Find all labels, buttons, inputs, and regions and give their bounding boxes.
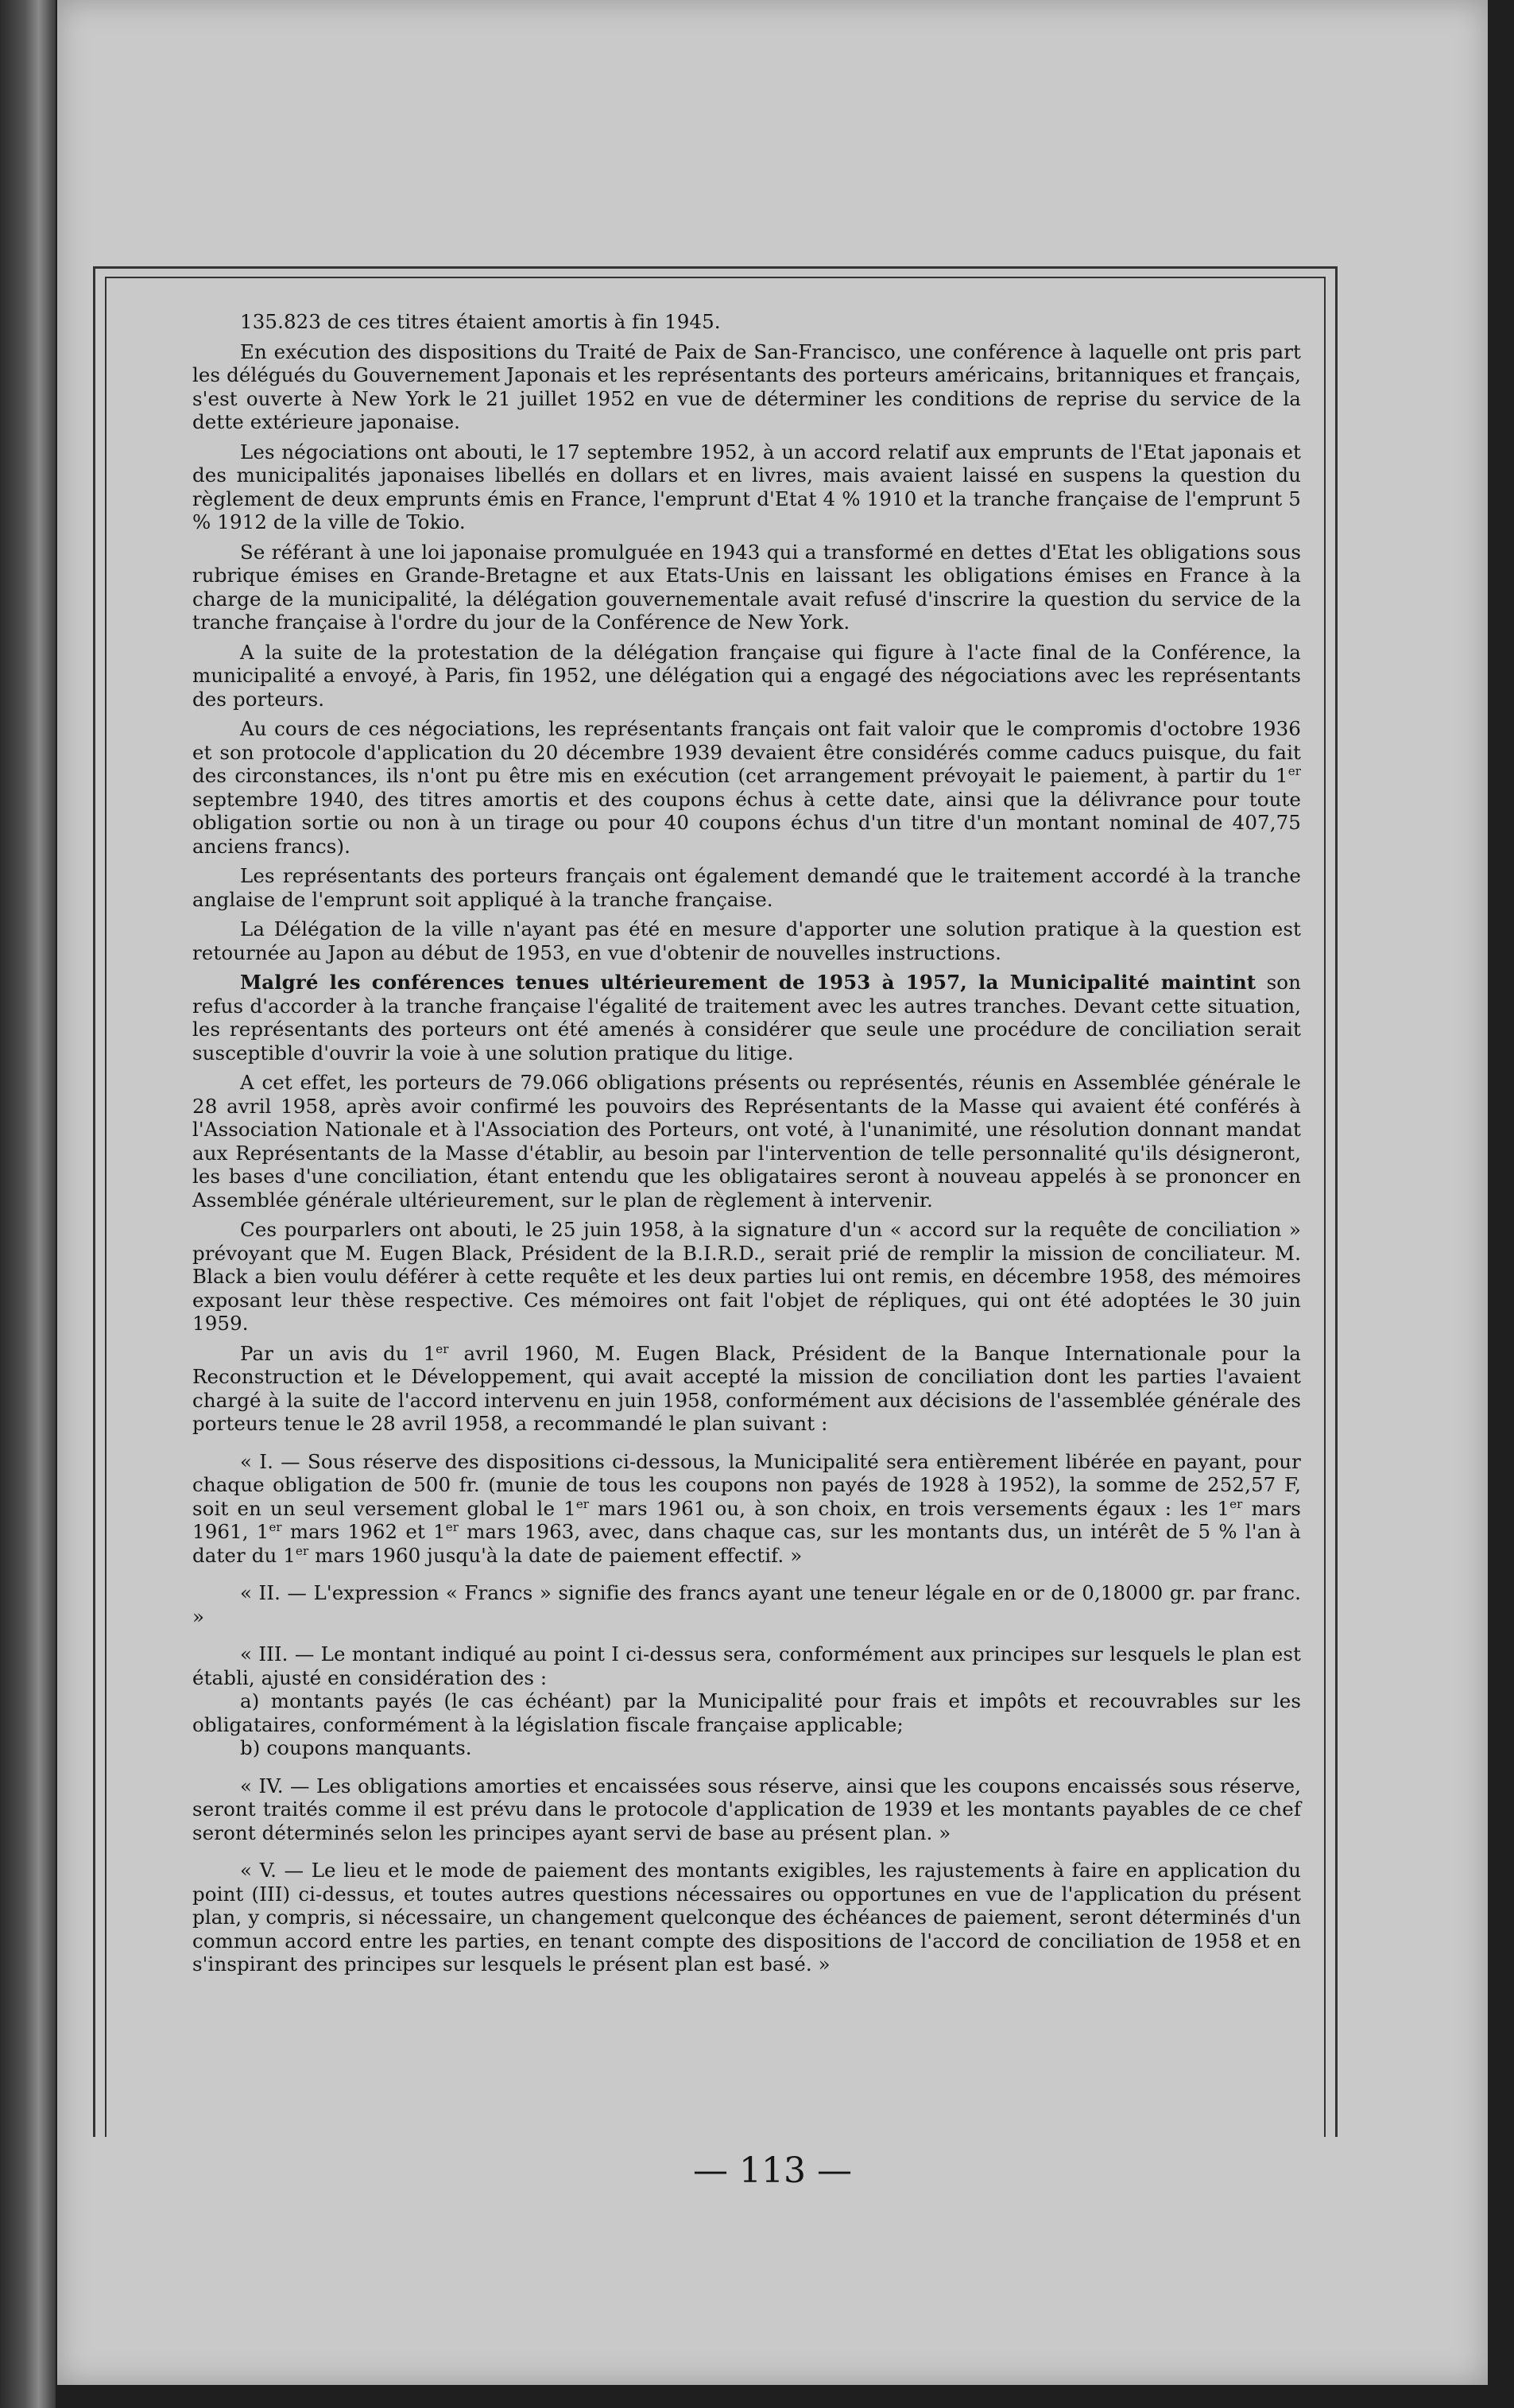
paragraph-2-text: En exécution des dispositions du Traité de Paix de San-Francisco, une conférence à laquelle ont pris part les délégués du Gouvernement Japonais et les représentants des porteurs américains, britanniques et français, s'est ouverte à New York le 21 juillet 1952 en vue de déterminer les conditions de reprise du service de la dette extérieure japonaise. [192, 339, 1302, 433]
ordinal-superscript: er [436, 1341, 449, 1356]
plan-point-1-text-c: mars 1961, 1 [192, 1496, 1301, 1543]
plan-point-1 [192, 1450, 1301, 1568]
plan-point-3-item-a [192, 1689, 1301, 1736]
paragraph-6-text-b: septembre 1940, des titres amortis et des coupons échus à cette date, ainsi que la délivrance pour toute obligation sortie ou non à un tirage ou pour 40 coupons échus d'un titre d'un montant nominal de 407,75 anciens francs). [192, 787, 1301, 858]
paragraph-12-text-a: Par un avis du 1 [240, 1341, 436, 1365]
paragraph-3-text: Les négociations ont abouti, le 17 septembre 1952, à un accord relatif aux emprunts de l'Etat japonais et des municipalités japonaises libellés en dollars et en livres, mais avaient laissé en suspens la question du règlement de deux emprunts émis en France, l'emprunt d'Etat 4 % 1910 et la tranche française de l'emprunt 5 % 1912 de la ville de Tokio. [192, 440, 1301, 533]
paragraph-4 [192, 541, 1301, 634]
ordinal-superscript: er [269, 1519, 282, 1534]
paragraph-6 [192, 717, 1301, 858]
ordinal-superscript: er [575, 1496, 590, 1511]
paragraph-7 [192, 864, 1301, 911]
plan-point-1-text-d: mars 1962 et 1 [281, 1520, 446, 1543]
plan-point-4-text: « IV. — Les obligations amorties et encaissées sous réserve, ainsi que les coupons encaissés sous réserve, seront traités comme il est prévu dans le protocole d'application de 1939 et les montants payables de ce chef seront déterminés selon les principes ayant servi de base au présent plan. » [192, 1774, 1301, 1844]
ordinal-superscript: er [295, 1543, 309, 1558]
paragraph-5-text: A la suite de la protestation de la délégation française qui figure à l'acte final de la Conférence, la municipalité a envoyé, à Paris, fin 1952, une délégation qui a engagé des négociations avec les représentants des porteurs. [192, 640, 1301, 711]
plan-point-3-item-a-text: a) montants payés (le cas échéant) par la Municipalité pour frais et impôts et recouvrables sur les obligataires, conformément à la législation fiscale française applicable; [192, 1689, 1301, 1736]
paragraph-5 [192, 641, 1301, 712]
paragraph-9-text: son refus d'accorder à la tranche française l'égalité de traitement avec les autres tranches. Devant cette situation, les représentants des porteurs ont été amenés à considérer que seule une procédure de conciliation serait susceptible d'ouvrir la voie à une solution pratique du litige. [192, 971, 1302, 1064]
paragraph-12-text-b: avril 1960, M. Eugen Black, Président de la Banque Internationale pour la Reconstruction et le Développement, qui avait accepté la mission de conciliation dont les parties l'avaient chargé à la suite de l'accord intervenu en juin 1958, conformément aux décisions de l'assemblée générale des porteurs tenue le 28 avril 1958, a recommandé le plan suivant : [192, 1341, 1302, 1435]
plan-point-1-text-e: mars 1963, avec, dans chaque cas, sur les montants dus, un intérêt de 5 % l'an à dater du 1 [192, 1520, 1301, 1567]
paragraph-9-bold-lead: Malgré les conférences tenues ultérieurement de 1953 à 1957, la Municipalité maintint [240, 971, 1257, 994]
paragraph-2 [192, 340, 1301, 434]
paragraph-10 [192, 1071, 1301, 1212]
plan-point-4 [192, 1774, 1301, 1845]
plan-point-3 [192, 1642, 1301, 1689]
page-number: — 113 — [693, 2150, 852, 2191]
body-text [192, 310, 1301, 1991]
plan-point-1-text-b: mars 1961 ou, à son choix, en trois versements égaux : les 1 [589, 1496, 1230, 1520]
plan-point-2 [192, 1581, 1301, 1628]
paragraph-11 [192, 1218, 1301, 1336]
paragraph-11-text: Ces pourparlers ont abouti, le 25 juin 1958, à la signature d'un « accord sur la requête de conciliation » prévoyant que M. Eugen Black, Président de la B.I.R.D., serait prié de remplir la mission de conciliateur. M. Black a bien voulu déférer à cette requête et les deux parties lui ont remis, en décembre 1958, des mémoires exposant leur thèse respective. Ces mémoires ont fait l'objet de répliques, qui ont été adoptées le 30 juin 1959. [192, 1218, 1301, 1335]
plan-point-3-text: « III. — Le montant indiqué au point I ci-dessus sera, conformément aux principes sur lesquels le plan est établi, ajusté en considération des : [192, 1642, 1301, 1689]
plan-point-5 [192, 1859, 1301, 1976]
plan-point-1-text-f: mars 1960 jusqu'à la date de paiement effectif. » [308, 1543, 803, 1567]
paragraph-8-text: La Délégation de la ville n'ayant pas été en mesure d'apporter une solution pratique à la question est retournée au Japon au début de 1953, en vue d'obtenir de nouvelles instructions. [192, 917, 1301, 964]
paragraph-6-text-a: Au cours de ces négociations, les représentants français ont fait valoir que le compromis d'octobre 1936 et son protocole d'application du 20 décembre 1939 devaient être considérés comme caducs puisque, du fait des circonstances, ils n'ont pu être mis en exécution (cet arrangement prévoyait le paiement, à partir du 1 [192, 717, 1301, 787]
plan-point-5-text: « V. — Le lieu et le mode de paiement des montants exigibles, les rajustements à faire en application du point (III) ci-dessus, et toutes autres questions nécessaires ou opportunes en vue de l'application du présent plan, y compris, si nécessaire, un changement quelconque des échéances de paiement, seront déterminés d'un commun accord entre les parties, en tenant compte des dispositions de l'accord de conciliation de 1958 et en s'inspirant des principes sur lesquels le présent plan est basé. » [192, 1859, 1301, 1976]
paragraph-3 [192, 440, 1301, 534]
plan-point-3-item-b-text: b) coupons manquants. [240, 1736, 472, 1759]
paragraph-1-text: 135.823 de ces titres étaient amortis à fin 1945. [240, 310, 721, 333]
paragraph-7-text: Les représentants des porteurs français ont également demandé que le traitement accordé à la tranche anglaise de l'emprunt soit appliqué à la tranche française. [192, 864, 1301, 911]
paragraph-8 [192, 917, 1301, 964]
plan-point-3-item-b [192, 1736, 1301, 1760]
paragraph-4-text: Se référant à une loi japonaise promulguée en 1943 qui a transformé en dettes d'Etat les obligations sous rubrique émises en Grande-Bretagne et aux Etats-Unis en laissant les obligations émises en France à la charge de la municipalité, la délégation gouvernementale avait refusé d'inscrire la question du service de la tranche française à l'ordre du jour de la Conférence de New York. [192, 540, 1301, 634]
ordinal-superscript: er [1287, 763, 1301, 778]
document-page [57, 0, 1488, 2385]
plan-point-2-text: « II. — L'expression « Francs » signifie des francs ayant une teneur légale en or de 0,18000 gr. par franc. » [192, 1581, 1301, 1628]
plan-point-1-text-a: « I. — Sous réserve des dispositions ci-dessous, la Municipalité sera entièrement libérée en payant, pour chaque obligation de 500 fr. (munie de tous les coupons non payés de 1928 à 1952), la somme de 252,57 F, soit en un seul versement global le 1 [192, 1449, 1301, 1520]
paragraph-1 [192, 310, 1301, 334]
ordinal-superscript: er [1229, 1496, 1243, 1511]
paragraph-9 [192, 971, 1301, 1064]
paragraph-12 [192, 1342, 1301, 1436]
paragraph-10-text: A cet effet, les porteurs de 79.066 obligations présents ou représentés, réunis en Assemblée générale le 28 avril 1958, après avoir confirmé les pouvoirs des Représentants de la Masse qui avaient été conférés à l'Association Nationale et à l'Association des Porteurs, ont voté, à l'unanimité, une résolution donnant mandat aux Représentants de la Masse d'établir, au besoin par l'intervention de telle personnalité qu'ils désigneront, les bases d'une conciliation, étant entendu que les obligataires seront à nouveau appelés à se prononcer en Assemblée générale ultérieurement, sur le plan de règlement à intervenir. [192, 1071, 1301, 1212]
scanned-book-edge [0, 0, 56, 2408]
ordinal-superscript: er [445, 1519, 459, 1534]
